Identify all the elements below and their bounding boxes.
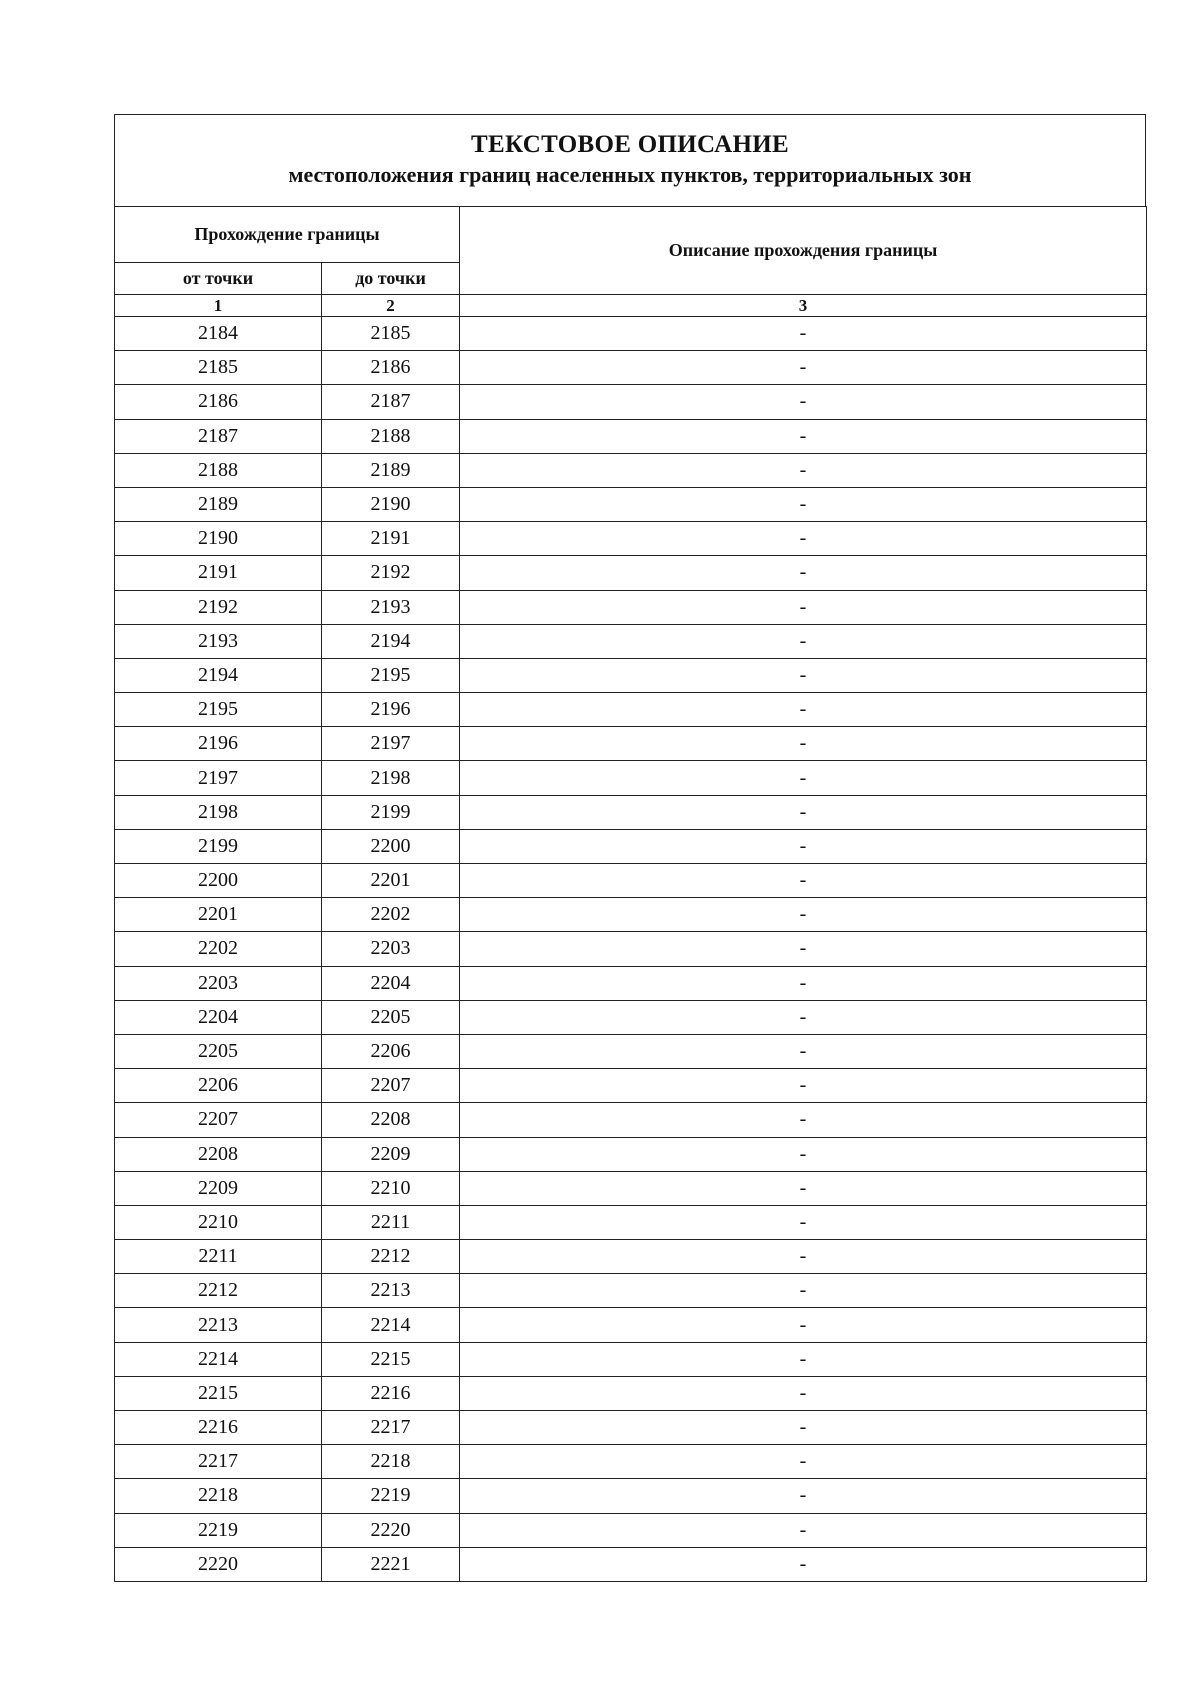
to-point-cell: 2189 xyxy=(322,453,460,487)
description-cell: - xyxy=(460,1000,1147,1034)
to-point-cell: 2188 xyxy=(322,419,460,453)
from-point-cell: 2197 xyxy=(115,761,322,795)
header-description: Описание прохождения границы xyxy=(460,207,1147,295)
from-point-cell: 2209 xyxy=(115,1171,322,1205)
table-row xyxy=(115,829,1147,863)
table-row xyxy=(115,1137,1147,1171)
boundary-description-document xyxy=(114,114,1146,1582)
description-cell: - xyxy=(460,966,1147,1000)
to-point-cell: 2221 xyxy=(322,1547,460,1581)
column-number: 1 xyxy=(115,295,322,317)
description-cell: - xyxy=(460,1240,1147,1274)
description-cell: - xyxy=(460,419,1147,453)
to-point-cell: 2215 xyxy=(322,1342,460,1376)
from-point-cell: 2210 xyxy=(115,1205,322,1239)
table-row xyxy=(115,1171,1147,1205)
description-cell: - xyxy=(460,1547,1147,1581)
table-row xyxy=(115,419,1147,453)
from-point-cell: 2214 xyxy=(115,1342,322,1376)
from-point-cell: 2195 xyxy=(115,693,322,727)
to-point-cell: 2192 xyxy=(322,556,460,590)
table-row xyxy=(115,624,1147,658)
to-point-cell: 2208 xyxy=(322,1103,460,1137)
to-point-cell: 2213 xyxy=(322,1274,460,1308)
from-point-cell: 2187 xyxy=(115,419,322,453)
from-point-cell: 2215 xyxy=(115,1376,322,1410)
to-point-cell: 2218 xyxy=(322,1445,460,1479)
to-point-cell: 2186 xyxy=(322,351,460,385)
to-point-cell: 2212 xyxy=(322,1240,460,1274)
column-number: 2 xyxy=(322,295,460,317)
from-point-cell: 2189 xyxy=(115,487,322,521)
from-point-cell: 2208 xyxy=(115,1137,322,1171)
description-cell: - xyxy=(460,658,1147,692)
to-point-cell: 2190 xyxy=(322,487,460,521)
description-cell: - xyxy=(460,1411,1147,1445)
to-point-cell: 2203 xyxy=(322,932,460,966)
description-cell: - xyxy=(460,385,1147,419)
to-point-cell: 2202 xyxy=(322,898,460,932)
table-row xyxy=(115,1308,1147,1342)
to-point-cell: 2205 xyxy=(322,1000,460,1034)
from-point-cell: 2193 xyxy=(115,624,322,658)
table-row xyxy=(115,522,1147,556)
from-point-cell: 2211 xyxy=(115,1240,322,1274)
to-point-cell: 2216 xyxy=(322,1376,460,1410)
description-cell: - xyxy=(460,487,1147,521)
description-cell: - xyxy=(460,522,1147,556)
document-title: ТЕКСТОВОЕ ОПИСАНИЕ xyxy=(471,131,789,158)
description-cell: - xyxy=(460,898,1147,932)
table-body xyxy=(115,317,1147,1582)
to-point-cell: 2191 xyxy=(322,522,460,556)
column-number: 3 xyxy=(460,295,1147,317)
header-from-point: от точки xyxy=(115,263,322,295)
from-point-cell: 2212 xyxy=(115,1274,322,1308)
from-point-cell: 2190 xyxy=(115,522,322,556)
to-point-cell: 2214 xyxy=(322,1308,460,1342)
title-block xyxy=(114,114,1146,206)
from-point-cell: 2184 xyxy=(115,317,322,351)
table-row xyxy=(115,727,1147,761)
table-row xyxy=(115,487,1147,521)
boundary-table xyxy=(114,206,1147,1582)
to-point-cell: 2185 xyxy=(322,317,460,351)
table-row xyxy=(115,1069,1147,1103)
from-point-cell: 2218 xyxy=(115,1479,322,1513)
to-point-cell: 2210 xyxy=(322,1171,460,1205)
from-point-cell: 2199 xyxy=(115,829,322,863)
table-row xyxy=(115,795,1147,829)
description-cell: - xyxy=(460,317,1147,351)
description-cell: - xyxy=(460,1171,1147,1205)
description-cell: - xyxy=(460,1069,1147,1103)
description-cell: - xyxy=(460,727,1147,761)
from-point-cell: 2198 xyxy=(115,795,322,829)
table-row xyxy=(115,1205,1147,1239)
table-row xyxy=(115,658,1147,692)
description-cell: - xyxy=(460,1103,1147,1137)
description-cell: - xyxy=(460,795,1147,829)
from-point-cell: 2220 xyxy=(115,1547,322,1581)
description-cell: - xyxy=(460,1274,1147,1308)
description-cell: - xyxy=(460,1376,1147,1410)
description-cell: - xyxy=(460,1479,1147,1513)
table-row xyxy=(115,1547,1147,1581)
description-cell: - xyxy=(460,693,1147,727)
to-point-cell: 2220 xyxy=(322,1513,460,1547)
table-row xyxy=(115,1376,1147,1410)
to-point-cell: 2187 xyxy=(322,385,460,419)
from-point-cell: 2203 xyxy=(115,966,322,1000)
to-point-cell: 2217 xyxy=(322,1411,460,1445)
description-cell: - xyxy=(460,932,1147,966)
description-cell: - xyxy=(460,351,1147,385)
from-point-cell: 2216 xyxy=(115,1411,322,1445)
description-cell: - xyxy=(460,590,1147,624)
description-cell: - xyxy=(460,1513,1147,1547)
table-row xyxy=(115,1513,1147,1547)
to-point-cell: 2201 xyxy=(322,864,460,898)
table-row xyxy=(115,1103,1147,1137)
from-point-cell: 2194 xyxy=(115,658,322,692)
from-point-cell: 2186 xyxy=(115,385,322,419)
from-point-cell: 2201 xyxy=(115,898,322,932)
to-point-cell: 2200 xyxy=(322,829,460,863)
to-point-cell: 2194 xyxy=(322,624,460,658)
table-row xyxy=(115,556,1147,590)
table-row xyxy=(115,1445,1147,1479)
table-row xyxy=(115,966,1147,1000)
table-row xyxy=(115,1274,1147,1308)
description-cell: - xyxy=(460,1205,1147,1239)
table-row xyxy=(115,351,1147,385)
document-subtitle: местоположения границ населенных пунктов, территориальных зон xyxy=(288,162,972,187)
from-point-cell: 2205 xyxy=(115,1034,322,1068)
from-point-cell: 2217 xyxy=(115,1445,322,1479)
from-point-cell: 2204 xyxy=(115,1000,322,1034)
to-point-cell: 2204 xyxy=(322,966,460,1000)
table-row xyxy=(115,453,1147,487)
to-point-cell: 2196 xyxy=(322,693,460,727)
from-point-cell: 2202 xyxy=(115,932,322,966)
table-row xyxy=(115,1034,1147,1068)
from-point-cell: 2185 xyxy=(115,351,322,385)
table-row xyxy=(115,1411,1147,1445)
description-cell: - xyxy=(460,1034,1147,1068)
from-point-cell: 2206 xyxy=(115,1069,322,1103)
to-point-cell: 2211 xyxy=(322,1205,460,1239)
table-row xyxy=(115,1479,1147,1513)
description-cell: - xyxy=(460,1308,1147,1342)
description-cell: - xyxy=(460,1137,1147,1171)
to-point-cell: 2206 xyxy=(322,1034,460,1068)
to-point-cell: 2198 xyxy=(322,761,460,795)
table-row xyxy=(115,864,1147,898)
to-point-cell: 2209 xyxy=(322,1137,460,1171)
description-cell: - xyxy=(460,761,1147,795)
to-point-cell: 2207 xyxy=(322,1069,460,1103)
table-row xyxy=(115,898,1147,932)
to-point-cell: 2199 xyxy=(322,795,460,829)
table-row xyxy=(115,932,1147,966)
from-point-cell: 2188 xyxy=(115,453,322,487)
header-boundary-passage: Прохождение границы xyxy=(115,207,460,263)
table-row xyxy=(115,693,1147,727)
description-cell: - xyxy=(460,864,1147,898)
to-point-cell: 2195 xyxy=(322,658,460,692)
to-point-cell: 2193 xyxy=(322,590,460,624)
from-point-cell: 2207 xyxy=(115,1103,322,1137)
table-row xyxy=(115,761,1147,795)
table-row xyxy=(115,590,1147,624)
table-row xyxy=(115,1000,1147,1034)
description-cell: - xyxy=(460,624,1147,658)
table-row xyxy=(115,1342,1147,1376)
description-cell: - xyxy=(460,453,1147,487)
description-cell: - xyxy=(460,1445,1147,1479)
table-row xyxy=(115,1240,1147,1274)
to-point-cell: 2219 xyxy=(322,1479,460,1513)
description-cell: - xyxy=(460,829,1147,863)
from-point-cell: 2192 xyxy=(115,590,322,624)
from-point-cell: 2213 xyxy=(115,1308,322,1342)
from-point-cell: 2196 xyxy=(115,727,322,761)
description-cell: - xyxy=(460,556,1147,590)
header-to-point: до точки xyxy=(322,263,460,295)
from-point-cell: 2200 xyxy=(115,864,322,898)
from-point-cell: 2191 xyxy=(115,556,322,590)
from-point-cell: 2219 xyxy=(115,1513,322,1547)
description-cell: - xyxy=(460,1342,1147,1376)
to-point-cell: 2197 xyxy=(322,727,460,761)
table-row xyxy=(115,317,1147,351)
table-row xyxy=(115,385,1147,419)
